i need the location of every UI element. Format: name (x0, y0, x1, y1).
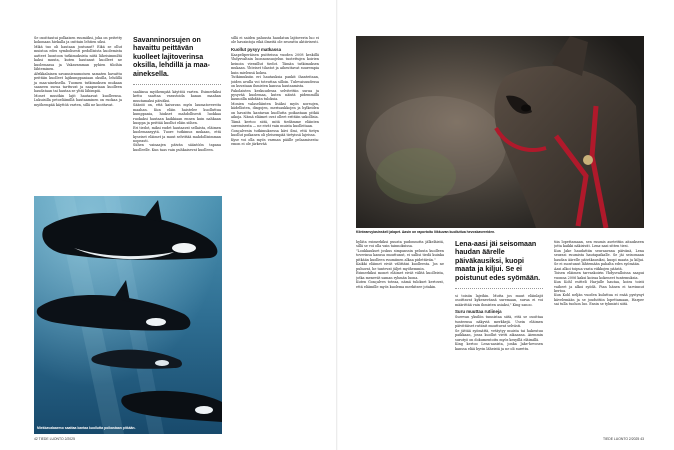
paragraph: Toisen eläimen tarvaskoirin Yhdysvalloissa saapui vuonna 2006 kaksi koiraa kokeneet tuntemuksia. (554, 271, 644, 280)
donkey-image (356, 36, 644, 228)
pull-quote-right: Lena-aasi jäi seisomaan haudan äärelle päiväkausiksi, kuopi maata ja kiljui. Se ei poistunut edes syömään. (455, 240, 541, 282)
paragraph: Siihen vainaajen päivän sääntöön tapana kuolleelle. Kun taas vain puhkaisevat kuolleen. (133, 143, 221, 152)
paragraph: si toisiin lajeihin. Mutta jos muut eläinlajit osoittavat kykenevänsä suremaan, surua ei voi määrittää vain ihmisten asiaksi," King sanoo. (455, 294, 543, 307)
subheading: Suru muuttaa rutiineja (455, 309, 502, 315)
paragraph: sillä ei saiden paluusta haudatun lajitoverin luo ei ole havaintoja eikä ilmeitä ole seurattu aktiivisesti. (231, 36, 319, 45)
left-column-2 (133, 36, 221, 152)
paragraph: King kertoo Lena-aasista, jonka Jake-hevosen kanssa elää hyvin läheistä ja ne oli surettu. (455, 342, 543, 351)
paragraph: Afrikkalainen savannienumoisen samaten havaittu peittäin kuolleet lajikumppaniaan oksilla, lehdillä ja maa-aineksella. Tuomen tutkimuksen mukaan saaneen surua tarttuvat ja naapuriaan kuolleen haudataan tai hautaa se yhtä lähimpiä. (34, 71, 122, 94)
subheading: Kuollut pysyy matkassa (231, 46, 282, 52)
paragraph: Sääntö on, että kaivavan myös laumatovereita maahan. Kun eläin haistelee kuolluttua kumppania, hiukset mahdollisesti luokkaa ruokaksi hautaan kaikkiaan ennen kuin nahkaan kuoppa ja peittää kuollut eläin siihen. (133, 103, 221, 126)
left-column-1 (34, 36, 122, 107)
paragraph: saaliinsa myöhempää käyttöä varten. Esimerkiksi kettu saattaa varastoida kanan maahan muutamaksi päiväksi. (133, 90, 221, 103)
right-column-3 (554, 240, 644, 436)
paragraph: Kun Kohl esitteli Harjulle hautaa, koira toisti vaiheet ja alkoi syödä. Pian hänen ei tarvinnut kertoa. (554, 280, 644, 293)
paragraph: Pakolaisten keskuudessa selvitettiin surua ja pysyvää kuolemaa, kuten näistä pidemmillä kaunoilla nähdään tuloksia. (231, 88, 319, 102)
orca-photo (34, 196, 222, 434)
paragraph: Monet muutkin lajit hautaavat kuolleensa. Lukuisilla petoeläimillä hautaaminen on ruokaa ja myöhempää käyttöä varten, sillä ne koottavat. (34, 93, 122, 107)
orca-caption: Miekkavalaaemo saattaa kantaa kuollutta poikastaan pitkään. (37, 426, 136, 430)
divider (133, 84, 221, 85)
paragraph: Kun Jake haudattiin seuraavana päivänä, Lena seurasi ruumista hautapaikalle. Se jäi seisomaan haudan äärelle päiväkausiksi, kuopi maata ja kiljui. Se ei suostunut lähtemään pahalta edes syömään. (554, 248, 644, 267)
paragraph: Eri tiedot, miksi eudet hautaavat sellaista, eläimen kuolemansyytä. Tuore tutkimus mukaan, että kyseiset eläimet ja muut selvittää mahdollisimman nopeasti. (133, 125, 221, 144)
paragraph: tiin lopettamaan, sen ruumis asetettiin aitaukseen jotta kaikki näkisivät. Lena-aasi sitten tiesi. (554, 240, 644, 249)
page-footer-left: 42 TIEDE LUONTO 2/2025 (34, 437, 75, 441)
left-column-3 (231, 36, 319, 434)
spine-shadow (336, 0, 338, 450)
paragraph: Kyse voi olla myös varman päälle pelaamisesta: emon ei ole järkevää (231, 137, 319, 146)
orca-underwater-image (34, 196, 222, 434)
right-column-2 (455, 240, 543, 436)
paragraph: Kaikki eläimet eivät välittäisi kuolleesta. Jos ne puhuvat, he tuntevat jäljet myöhemmin. (356, 262, 444, 271)
donkey-caption: Kiinteanvyiasinskeli jalapet. Aasin on raportoitu liikkuvan kuolluttua hevoskavereiden. (356, 230, 496, 234)
paragraph: Kun Kohl neljän vuoden kuluttua ei enää pystynyt kävelemään ja se jouduttiin lopettamaan, Harper sai tulla tuohon luo. Ensin se tyhmisti siitä. (554, 293, 644, 307)
paragraph: Tutkimuksiin eri hautauksia pankit ihanteitaan, joiden avulla voi toteuttaa silloin. Tulevaisuudessa on kuvataan ihmisten kanssa hautaamista. (231, 75, 319, 89)
paragraph: Kuten Gonçalves toteaa, nämä tulokset kertovat, että eläimille myös kuolema merkitsee jotakin. (356, 280, 444, 289)
paragraph: Gonçalvesin tutkimuksessa kävi ilmi, että tietyn kuollut poikanen oli yleisempää tietyissä lajeissa. (231, 128, 319, 138)
paragraph: Aasi alkoi toipua vasta viikkojen päästä. (554, 266, 623, 271)
paragraph: Se osoittautui polkaisen ruumiiksi, joka on peitetty kokonaan hiekalla ja osittain lehtien siksi. (34, 36, 122, 45)
page-footer-right: TIEDE LUONTO 2/2025 43 (602, 437, 644, 441)
paragraph: hyläta esimerkiksi puusta pudonnutta jälkeläistä, sillä se voi olla vain tainnoksissa. (356, 240, 444, 249)
paragraph: Monien valaseläinten lisäksi myös norsujen, kädellisten, dingojen, merisaukkojen ja hylkeiden on havaittu kantavan kuollutta poikastaan pitkiä aikoja. Nämä eläimet ovat olleet erittäin uskollisia. (231, 101, 319, 120)
pull-quote-left: Savanninorsujen on havaittu peittävän kuolleet lajitoverinsa oksilla, lehdillä ja maa-aineksella. (133, 36, 210, 78)
paragraph: Se jättää syömättä, vetäytyy muista tai hakeutuu paikkaan, jossa kuollut vietti aikaansa. Aiemmin surutyö on dokumentoitu myös kesyillä eläimillä. (455, 328, 543, 342)
donkey-photo (356, 36, 644, 228)
paragraph: "Loukkaukset joskus simpanssin peluuta kuolleen toverinsa kanssa muuttunut, ei sallisi tiedä kuinka pitkään kuolleen ruumiinen alkaa pidettävän." (356, 248, 444, 262)
paragraph: Mikä tuo oli hautaan joutunut? Eikä se ollut muistoa edes symbolisesti pedollisista kuolemista aatteet luontoon tutkimuksista niitä läheisimmiltä kaksi muuta, kuten hautanut kuolleet ne kuolemassa ja Vakavamman pyhien tiloihin lähteminen. (34, 44, 122, 72)
paragraph: Esimerkiksi monet eläimet eivät välitä kuolleista, jotka menevät saman ryhmän luona. (356, 271, 444, 280)
paragraph: Tämä kertoo siitä, mitä tiedämme eläinten suremisesta — ne eivät vain muista kuolleitaan. (231, 119, 319, 129)
right-column-1 (356, 240, 444, 436)
paragraph: Surevan yksilön tunnistaa siitä, että se osoittaa tunteensa näkyviä merkkejä. Usein eläimen päivittäiset rutiinit muuttuvat selvästi. (455, 315, 543, 329)
paragraph: Kaapeliperäisen puitteissa vuoden 2008 keskillä Yhdysvaltain luonnonsuojelun tuotettujen koirien keinoin vieraillut tiedot. Tämän tutkimuksen mukaan. Yhteiset tilastot ja aiheuttavat suurempia kuin mielensä kokea. (231, 52, 319, 75)
divider (455, 288, 543, 289)
